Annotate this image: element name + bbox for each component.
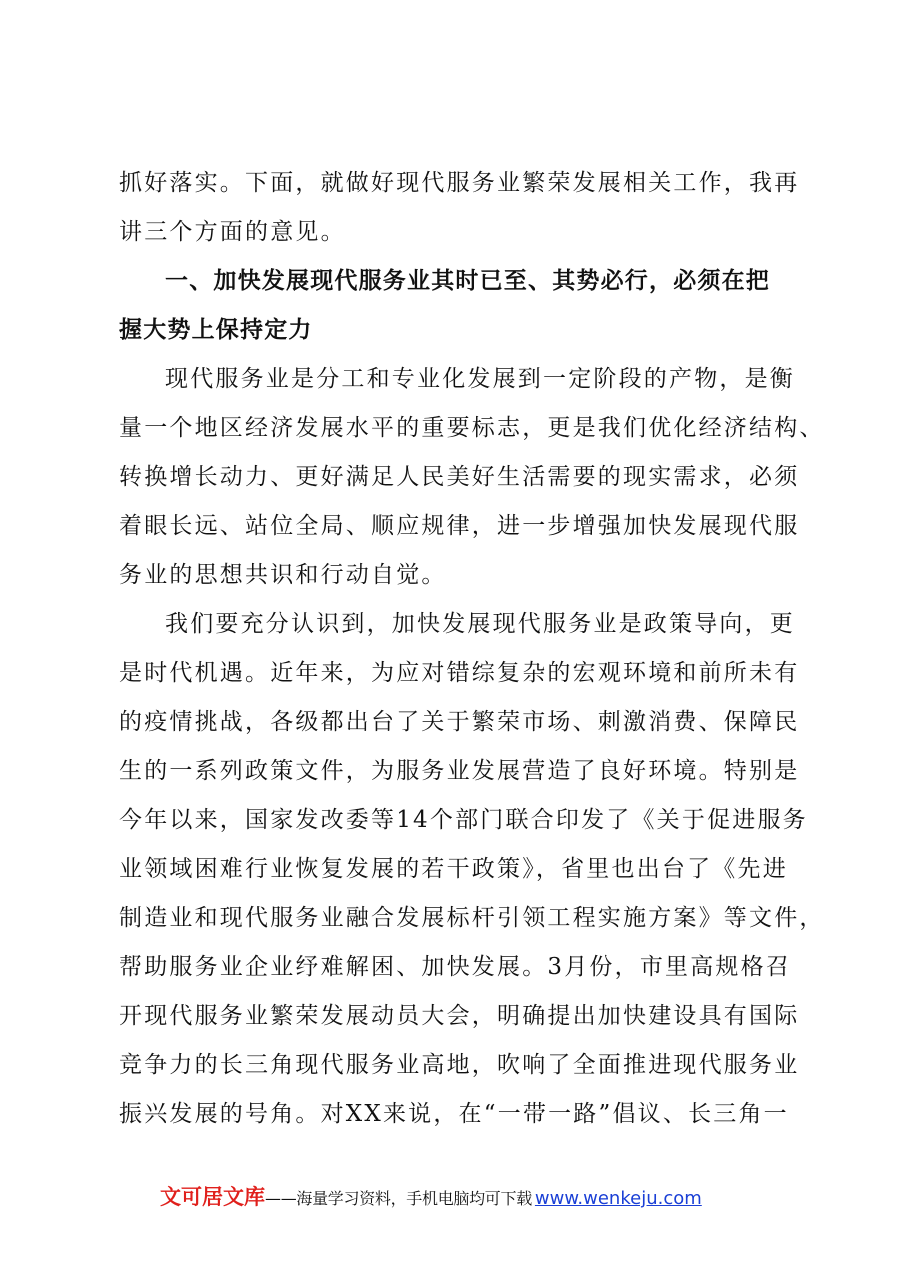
section-heading-line: 一、加快发展现代服务业其时已至、其势必行，必须在把 — [165, 268, 770, 294]
body-line: 务业的思想共识和行动自觉。 — [119, 562, 447, 588]
footer-website-link[interactable]: www.wenkeju.com — [534, 1188, 702, 1209]
body-line: 竞争力的长三角现代服务业高地，吹响了全面推进现代服务业 — [119, 1052, 800, 1078]
section-heading-line: 握大势上保持定力 — [119, 317, 313, 343]
body-line: 开现代服务业繁荣发展动员大会，明确提出加快建设具有国际 — [119, 1003, 800, 1029]
body-line: 生的一系列政策文件，为服务业发展营造了良好环境。特别是 — [119, 758, 800, 784]
footer-tagline: ——海量学习资料，手机电脑均可下载 — [265, 1189, 532, 1208]
body-line: 业领域困难行业恢复发展的若干政策》，省里也出台了《先进 — [119, 856, 788, 882]
body-line: 是时代机遇。近年来，为应对错综复杂的宏观环境和前所未有 — [119, 660, 800, 686]
body-line: 讲三个方面的意见。 — [119, 219, 346, 245]
footer-brand: 文可居文库 — [160, 1185, 265, 1209]
body-line: 振兴发展的号角。对XX来说，在“一带一路”倡议、长三角一 — [119, 1101, 789, 1127]
body-line: 帮助服务业企业纾难解困、加快发展。3月份，市里高规格召 — [119, 954, 792, 980]
body-line: 今年以来，国家发改委等14个部门联合印发了《关于促进服务 — [119, 807, 808, 833]
body-line: 制造业和现代服务业融合发展标杆引领工程实施方案》等文件， — [119, 905, 825, 931]
body-line: 的疫情挑战，各级都出台了关于繁荣市场、刺激消费、保障民 — [119, 709, 800, 735]
body-line: 着眼长远、站位全局、顺应规律，进一步增强加快发展现代服 — [119, 513, 800, 539]
body-line: 量一个地区经济发展水平的重要标志，更是我们优化经济结构、 — [119, 415, 825, 441]
body-line: 抓好落实。下面，就做好现代服务业繁荣发展相关工作，我再 — [119, 170, 800, 196]
footer-banner — [160, 1181, 780, 1211]
body-line: 现代服务业是分工和专业化发展到一定阶段的产物，是衡 — [165, 366, 795, 392]
body-line: 转换增长动力、更好满足人民美好生活需要的现实需求，必须 — [119, 464, 800, 490]
body-line: 我们要充分认识到，加快发展现代服务业是政策导向，更 — [165, 611, 795, 637]
